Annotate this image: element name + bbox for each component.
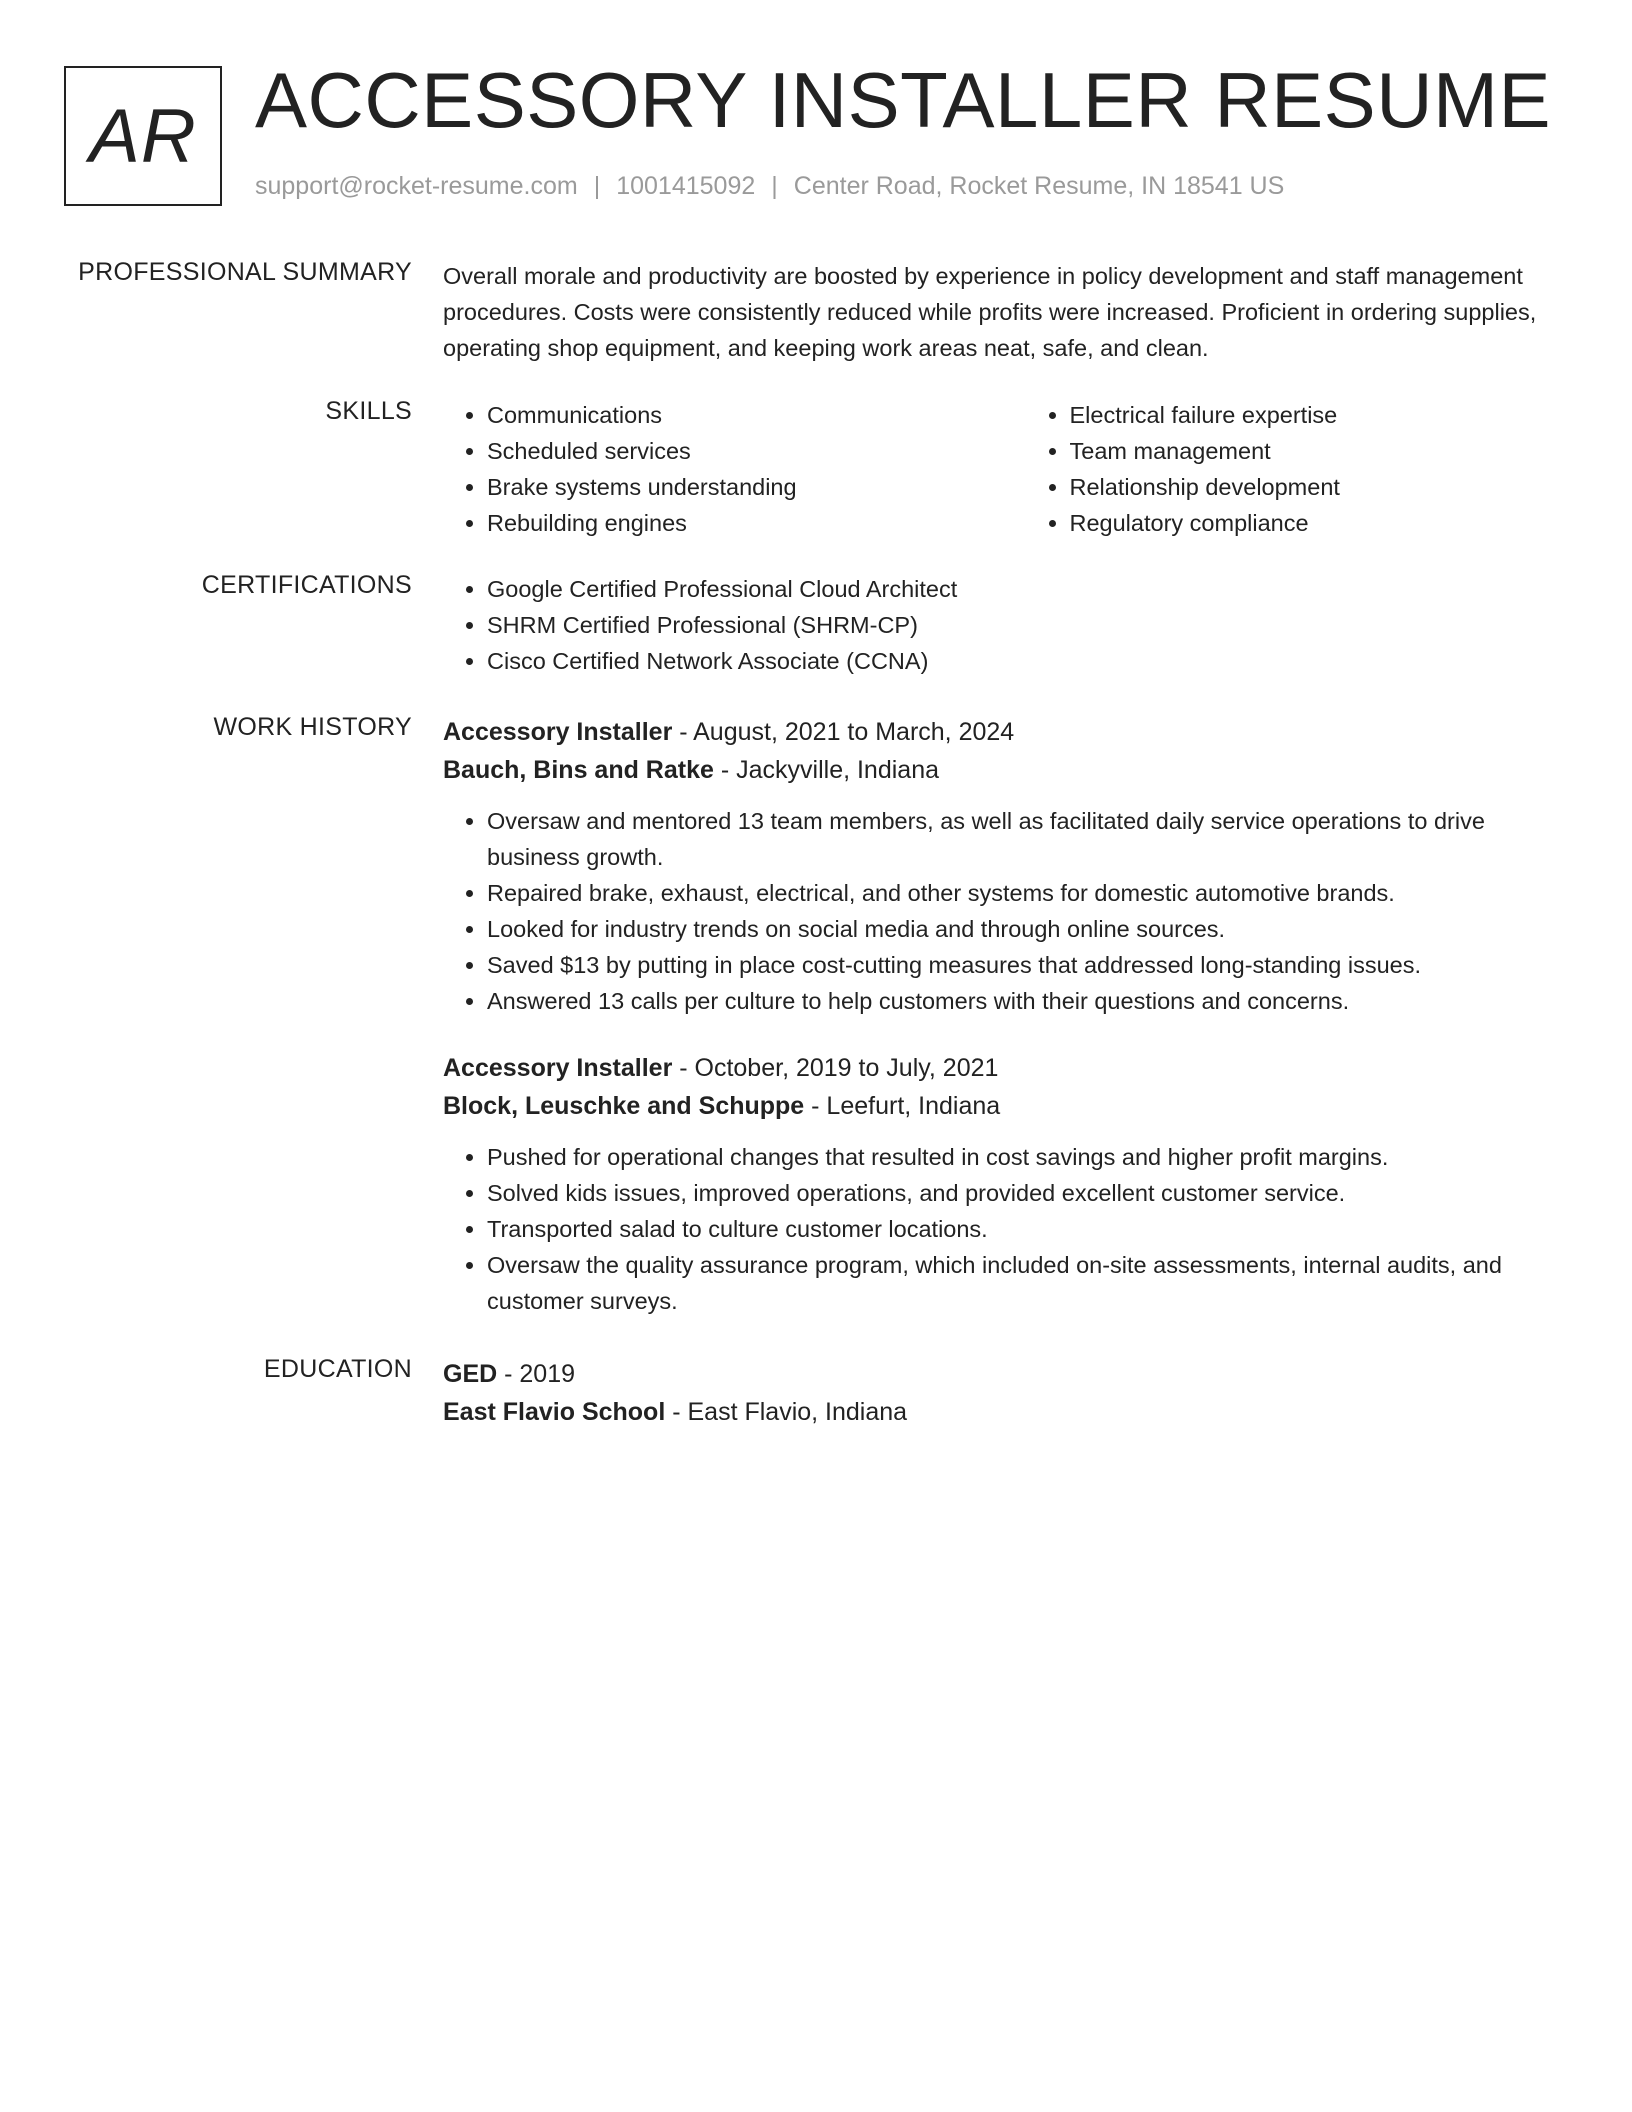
- job-entry: [443, 713, 1563, 1019]
- section-label-summary: PROFESSIONAL SUMMARY: [78, 258, 412, 286]
- education-location: - East Flavio, Indiana: [665, 1398, 908, 1426]
- job-title: Accessory Installer: [443, 1054, 673, 1082]
- job-company-line: [443, 1087, 1563, 1125]
- education-degree: GED: [443, 1360, 498, 1388]
- job-company-line: [443, 751, 1563, 789]
- resume-title: ACCESSORY INSTALLER RESUME: [255, 56, 1552, 144]
- job-bullet: • Solved kids issues, improved operations, and provided excellent customer service.: [487, 1175, 1563, 1211]
- job-bullet: • Oversaw and mentored 13 team members, as well as facilitated daily service operations to drive business growth.: [487, 803, 1563, 875]
- section-label-education: EDUCATION: [263, 1355, 412, 1383]
- job-bullet-list: [443, 1139, 1563, 1319]
- certification-item: • SHRM Certified Professional (SHRM-CP): [487, 607, 1563, 643]
- education-body: [443, 1355, 1563, 1431]
- job-bullet: • Repaired brake, exhaust, electrical, and other systems for domestic automotive brands.: [487, 875, 1563, 911]
- skill-item: • Regulatory compliance: [1070, 505, 1564, 541]
- job-bullet: • Pushed for operational changes that resulted in cost savings and higher profit margins.: [487, 1139, 1563, 1175]
- contact-phone: 1001415092: [616, 172, 756, 200]
- job-entry: [443, 1049, 1563, 1319]
- skill-item: • Team management: [1070, 433, 1564, 469]
- summary-text: Overall morale and productivity are boosted by experience in policy development and staff management procedures. Costs were consistently reduced while profits were increased. Proficient in ordering supplies, operating shop equipment, and keeping work areas neat, safe, and clean.: [443, 263, 1537, 361]
- job-bullet: • Transported salad to culture customer locations.: [487, 1211, 1563, 1247]
- job-location: - Jackyville, Indiana: [713, 756, 940, 784]
- contact-email: support@rocket-resume.com: [255, 172, 578, 200]
- job-location: - Leefurt, Indiana: [804, 1092, 1001, 1120]
- certifications-list: [443, 571, 1563, 679]
- section-label-skills: SKILLS: [325, 397, 412, 425]
- contact-separator: |: [771, 172, 778, 200]
- section-label-work-history: WORK HISTORY: [213, 713, 412, 741]
- job-title: Accessory Installer: [443, 718, 673, 746]
- job-bullet-list: [443, 803, 1563, 1019]
- section-label-certifications: CERTIFICATIONS: [201, 571, 412, 599]
- skill-item: • Brake systems understanding: [487, 469, 981, 505]
- certification-item: • Google Certified Professional Cloud Architect: [487, 571, 1563, 607]
- skill-item: • Scheduled services: [487, 433, 981, 469]
- education-school-line: [443, 1393, 1563, 1431]
- job-company: Bauch, Bins and Ratke: [443, 756, 714, 784]
- contact-separator: |: [593, 172, 601, 200]
- summary-body: [443, 258, 1563, 366]
- certifications-body: [443, 571, 1563, 679]
- skill-item: • Communications: [487, 397, 981, 433]
- job-dates: - August, 2021 to March, 2024: [672, 718, 1015, 746]
- job-bullet: • Answered 13 calls per culture to help customers with their questions and concerns.: [487, 983, 1563, 1019]
- skills-list-right: [1026, 397, 1564, 541]
- work-history-body: [443, 713, 1563, 1319]
- skill-item: • Rebuilding engines: [487, 505, 981, 541]
- job-company: Block, Leuschke and Schuppe: [443, 1092, 805, 1120]
- contact-line: [255, 172, 1284, 201]
- job-bullet: • Oversaw the quality assurance program, which included on-site assessments, internal audits, and customer surveys.: [487, 1247, 1563, 1319]
- skill-item: • Electrical failure expertise: [1070, 397, 1564, 433]
- skills-grid: [443, 397, 1563, 541]
- education-year: - 2019: [497, 1360, 576, 1388]
- job-title-line: [443, 713, 1563, 751]
- skill-item: • Relationship development: [1070, 469, 1564, 505]
- job-dates: - October, 2019 to July, 2021: [672, 1054, 999, 1082]
- job-bullet: • Looked for industry trends on social media and through online sources.: [487, 911, 1563, 947]
- skills-list-left: [443, 397, 981, 541]
- job-bullet: • Saved $13 by putting in place cost-cutting measures that addressed long-standing issues.: [487, 947, 1563, 983]
- monogram-initials: AR: [89, 93, 197, 179]
- education-degree-line: [443, 1355, 1563, 1393]
- education-school: East Flavio School: [443, 1398, 666, 1426]
- job-title-line: [443, 1049, 1563, 1087]
- monogram-box: [64, 66, 222, 206]
- certification-item: • Cisco Certified Network Associate (CCNA): [487, 643, 1563, 679]
- contact-address: Center Road, Rocket Resume, IN 18541 US: [793, 172, 1285, 200]
